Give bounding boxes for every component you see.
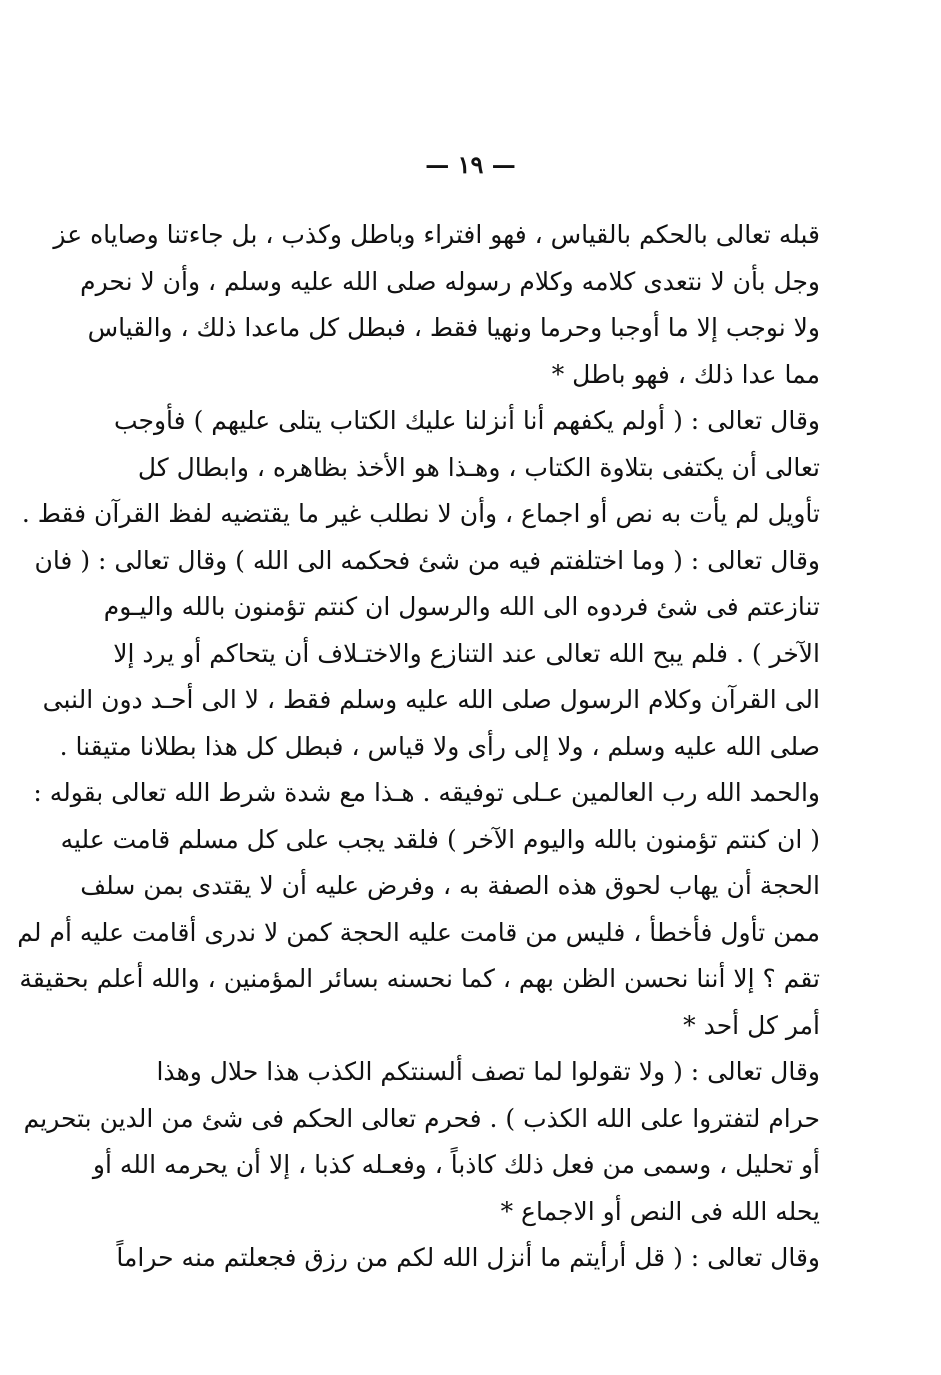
text-line: أمر كل أحد *: [683, 1010, 820, 1040]
text-line: قبله تعالى بالحكم بالقياس ، فهو افتراء وباطل وكذب ، بل جاءتنا وصاياه عز: [53, 220, 820, 249]
page-number: — ١٩ —: [425, 150, 516, 179]
page-body: [17, 212, 820, 1282]
text-line: تأويل لم يأت به نص أو اجماع ، وأن لا نطلب غير ما يقتضيه لفظ القرآن فقط .: [21, 499, 820, 528]
text-line: الحجة أن يهاب لحوق هذه الصفة به ، وفرض عليه أن لا يقتدى بمن سلف: [80, 871, 820, 900]
text-line: وقال تعالى : ( وما اختلفتم فيه من شئ فحكمه الى الله ) وقال تعالى : ( فان: [34, 545, 820, 575]
text-line: تعالى أن يكتفى بتلاوة الكتاب ، وهـذا هو الأخذ بظاهره ، وابطال كل: [137, 452, 820, 482]
text-line: الى القرآن وكلام الرسول صلى الله عليه وسلم فقط ، لا الى أحـد دون النبى: [42, 685, 820, 714]
text-line: ولا نوجب إلا ما أوجبا وحرما ونهيا فقط ، فبطل كل ماعدا ذلك ، والقياس: [87, 313, 820, 342]
text-line: والحمد الله رب العالمين عـلى توفيقه . هـذا مع شدة شرط الله تعالى بقوله :: [33, 778, 820, 807]
text-line: تنازعتم فى شئ فردوه الى الله والرسول ان كنتم تؤمنون بالله واليـوم: [103, 592, 820, 621]
text-line: وقال تعالى : ( قل أرأيتم ما أنزل الله لكم من رزق فجعلتم منه حراماً: [116, 1243, 820, 1272]
text-line: ( ان كنتم تؤمنون بالله واليوم الآخر ) فلقد يجب على كل مسلم قامت عليه: [60, 824, 820, 854]
text-line: يحله الله فى النص أو الاجماع *: [500, 1196, 820, 1226]
text-line: صلى الله عليه وسلم ، ولا إلى رأى ولا قياس ، فبطل كل هذا بطلانا متيقنا .: [59, 731, 820, 761]
text-line: حرام لتفتروا على الله الكذب ) . فحرم تعالى الحكم فى شئ من الدين بتحريم: [23, 1103, 820, 1133]
text-line: وقال تعالى : ( أولم يكفهم أنا أنزلنا عليك الكتاب يتلى عليهم ) فأوجب: [113, 406, 820, 435]
text-line: ممن تأول فأخطأ ، فليس من قامت عليه الحجة كمن لا ندرى أقامت عليه أم لم: [17, 917, 820, 947]
text-line: مما عدا ذلك ، فهو باطل *: [551, 359, 820, 389]
text-line: وقال تعالى : ( ولا تقولوا لما تصف ألسنتكم الكذب هذا حلال وهذا: [156, 1057, 820, 1086]
text-line: وجل بأن لا نتعدى كلامه وكلام رسوله صلى الله عليه وسلم ، وأن لا نحرم: [80, 266, 820, 296]
text-line: أو تحليل ، وسمى من فعل ذلك كاذباً ، وفعـله كذبا ، إلا أن يحرمه الله أو: [92, 1150, 820, 1179]
text-line: تقم ؟ إلا أننا نحسن الظن بهم ، كما نحسنه بسائر المؤمنين ، والله أعلم بحقيقة: [19, 964, 820, 993]
text-line: الآخر ) . فلم يبح الله تعالى عند التنازع والاختـلاف أن يتحاكم أو يرد إلا: [113, 638, 820, 668]
